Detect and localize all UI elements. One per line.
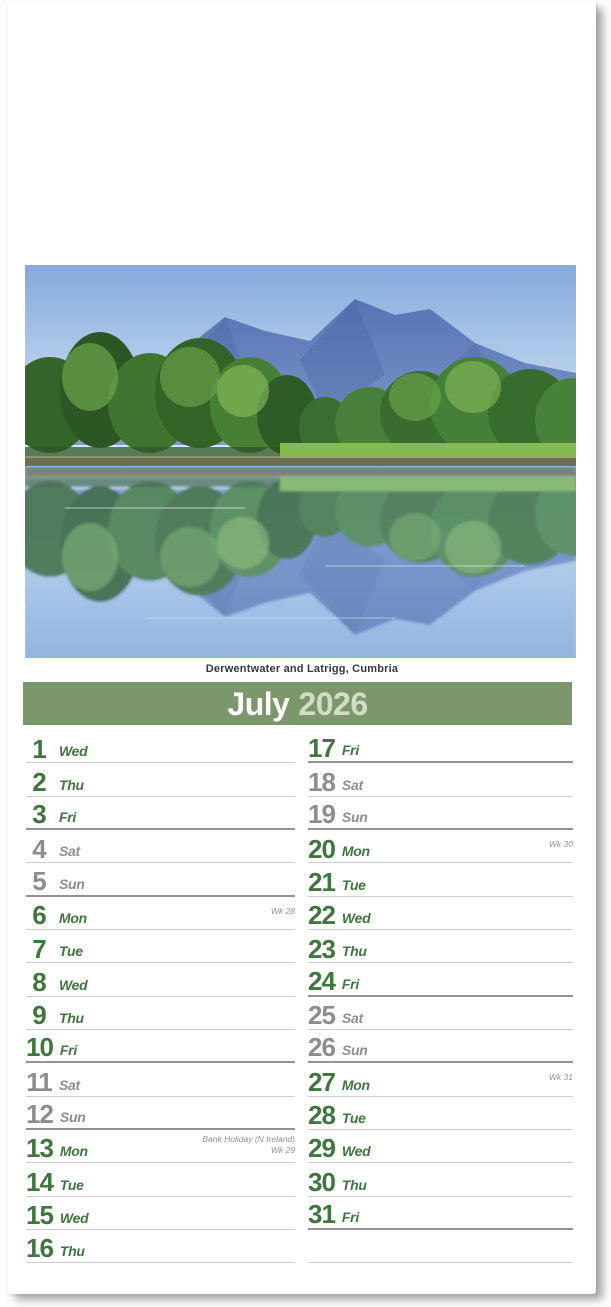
day-number: 15 [26, 1200, 53, 1231]
weekday-label: Sun [59, 1108, 86, 1125]
day-row [308, 997, 573, 1030]
day-number: 11 [26, 1066, 52, 1097]
weekday-label: Fri [341, 1208, 359, 1225]
day-row [308, 897, 573, 930]
day-number: 8 [32, 966, 46, 997]
day-number: 22 [308, 900, 335, 931]
day-row [26, 1163, 295, 1196]
landscape-photo [25, 265, 576, 658]
day-row [308, 763, 573, 796]
day-number: 16 [26, 1233, 53, 1264]
day-number: 17 [308, 732, 335, 763]
day-row [308, 1230, 573, 1263]
day-row [26, 1197, 295, 1230]
week-note: Bank Holiday (N Ireland) Wk 29 [202, 1133, 295, 1155]
weekday-label: Thu [341, 943, 367, 960]
days-column-left [26, 730, 295, 1263]
day-number: 13 [26, 1133, 53, 1164]
weekday-label: Tue [341, 1109, 366, 1126]
day-row [308, 830, 573, 863]
weekday-label: Sat [341, 1009, 363, 1026]
day-row [308, 1063, 573, 1096]
day-row [26, 763, 295, 796]
day-row [26, 897, 295, 930]
day-row [308, 1197, 573, 1230]
day-row [26, 1230, 295, 1263]
calendar-page [8, 2, 596, 1294]
days-column-right [308, 730, 573, 1263]
weekday-label: Sat [341, 776, 363, 793]
weekday-label: Fri [341, 742, 359, 759]
day-number: 26 [308, 1032, 335, 1063]
weekday-label: Wed [59, 1209, 89, 1226]
day-row [26, 930, 295, 963]
photo-caption: Derwentwater and Latrigg, Cumbria [205, 663, 399, 675]
day-number: 30 [308, 1166, 335, 1197]
day-number: 9 [32, 1000, 46, 1031]
day-row [26, 863, 295, 896]
day-row [308, 1030, 573, 1063]
day-number: 27 [308, 1066, 335, 1097]
day-number: 3 [32, 799, 46, 830]
day-row [308, 797, 573, 830]
month-header [23, 682, 572, 725]
hanging-panel [8, 2, 596, 262]
weekday-label: Thu [341, 1176, 367, 1193]
weekday-label: Thu [59, 1009, 84, 1026]
weekday-label: Mon [59, 1143, 88, 1160]
weekday-label: Sun [59, 875, 85, 892]
day-row [308, 730, 573, 763]
day-row [26, 997, 295, 1030]
weekday-label: Wed [59, 743, 88, 760]
weekday-label: Sun [341, 808, 368, 825]
week-note: Wk 31 [548, 1072, 573, 1083]
weekday-label: Mon [341, 843, 370, 860]
weekday-label: Mon [59, 909, 87, 926]
photo-illustration [25, 265, 576, 658]
week-note: Wk 28 [270, 905, 295, 916]
weekday-label: Wed [59, 976, 88, 993]
day-row [26, 797, 295, 830]
day-number: 28 [308, 1100, 335, 1131]
day-number: 2 [32, 766, 46, 797]
day-number: 21 [308, 866, 335, 897]
day-row [308, 963, 573, 996]
day-row [308, 1163, 573, 1196]
day-number: 4 [32, 833, 46, 864]
day-number: 12 [26, 1099, 53, 1130]
day-number: 6 [32, 900, 46, 931]
week-note: Wk 30 [548, 839, 573, 850]
day-number: 31 [308, 1199, 335, 1230]
day-row [26, 1030, 295, 1063]
day-number: 29 [308, 1133, 335, 1164]
day-row [26, 963, 295, 996]
day-row [308, 1097, 573, 1130]
day-row [308, 1130, 573, 1163]
weekday-label: Tue [59, 943, 83, 960]
month-label: July [227, 685, 290, 722]
day-row [308, 930, 573, 963]
weekday-label: Tue [59, 1176, 84, 1193]
year-label: 2026 [298, 685, 368, 722]
weekday-label: Sat [59, 843, 80, 860]
day-number: 10 [26, 1032, 53, 1063]
day-row [26, 830, 295, 863]
day-number: 7 [32, 933, 46, 964]
day-number: 18 [308, 766, 335, 797]
weekday-label: Sat [59, 1076, 80, 1093]
weekday-label: Fri [341, 975, 359, 992]
day-number: 24 [308, 965, 335, 996]
weekday-label: Fri [59, 1042, 77, 1059]
weekday-label: Tue [341, 876, 366, 893]
day-row [26, 1063, 295, 1096]
day-number: 25 [308, 1000, 335, 1031]
weekday-label: Thu [59, 1243, 85, 1260]
day-number: 23 [308, 933, 335, 964]
weekday-label: Fri [59, 808, 76, 825]
weekday-label: Wed [341, 1143, 371, 1160]
day-number: 19 [308, 799, 335, 830]
day-row [26, 1097, 295, 1130]
day-number: 20 [308, 833, 335, 864]
day-number: 1 [32, 733, 46, 764]
weekday-label: Mon [341, 1076, 370, 1093]
weekday-label: Wed [341, 909, 371, 926]
day-number: 5 [32, 865, 46, 896]
day-number: 14 [26, 1166, 53, 1197]
weekday-label: Thu [59, 776, 84, 793]
day-row [26, 1130, 295, 1163]
day-row [26, 730, 295, 763]
weekday-label: Sun [341, 1042, 368, 1059]
day-row [308, 863, 573, 896]
